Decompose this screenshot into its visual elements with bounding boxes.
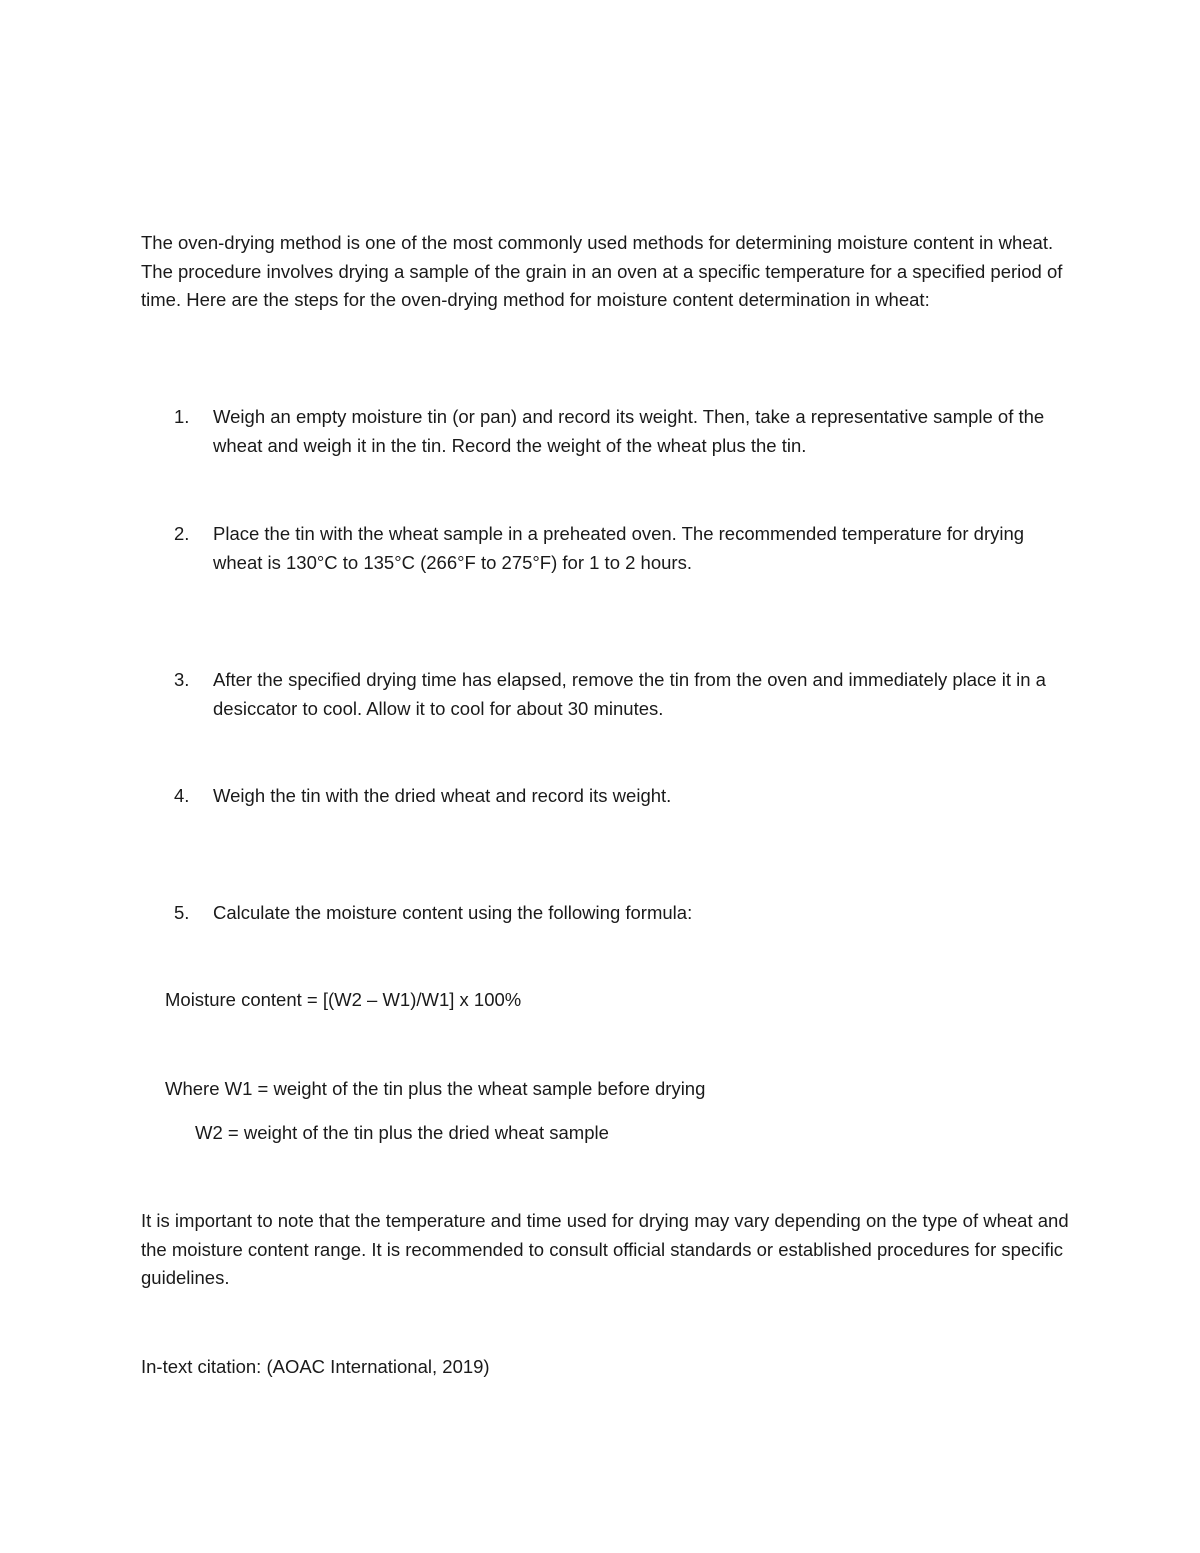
moisture-formula: Moisture content = [(W2 – W1)/W1] x 100% <box>165 989 522 1010</box>
step-number: 1. <box>174 406 190 427</box>
formula-definition-w2: W2 = weight of the tin plus the dried wheat sample <box>195 1122 609 1143</box>
intro-paragraph: The oven-drying method is one of the most commonly used methods for determining moisture content in wheat. The procedure involves drying a sample of the grain in an oven at a specific temperature for a specified period of time. Here are the steps for the oven-drying method for moisture content determination in wheat: <box>141 232 1063 311</box>
step-number: 3. <box>174 669 190 690</box>
step-text: After the specified drying time has elapsed, remove the tin from the oven and immediately place it in a desiccator to cool. Allow it to cool for about 30 minutes. <box>213 669 1046 719</box>
citation: In-text citation: (AOAC International, 2019) <box>141 1356 490 1377</box>
step-number: 5. <box>174 902 190 923</box>
step-text: Calculate the moisture content using the following formula: <box>213 902 693 923</box>
note-paragraph: It is important to note that the temperature and time used for drying may vary depending on the type of wheat and the moisture content range. It is recommended to consult official standards or established procedures for specific guidelines. <box>141 1210 1069 1289</box>
step-number: 2. <box>174 523 190 544</box>
step-text: Weigh the tin with the dried wheat and record its weight. <box>213 785 672 806</box>
step-text: Place the tin with the wheat sample in a preheated oven. The recommended temperature for drying wheat is 130°C to 135°C (266°F to 275°F) for 1 to 2 hours. <box>213 523 1025 573</box>
step-number: 4. <box>174 785 190 806</box>
formula-definition-w1: Where W1 = weight of the tin plus the wheat sample before drying <box>165 1078 706 1099</box>
step-text: Weigh an empty moisture tin (or pan) and record its weight. Then, take a representative sample of the wheat and weigh it in the tin. Record the weight of the wheat plus the tin. <box>213 406 1045 456</box>
